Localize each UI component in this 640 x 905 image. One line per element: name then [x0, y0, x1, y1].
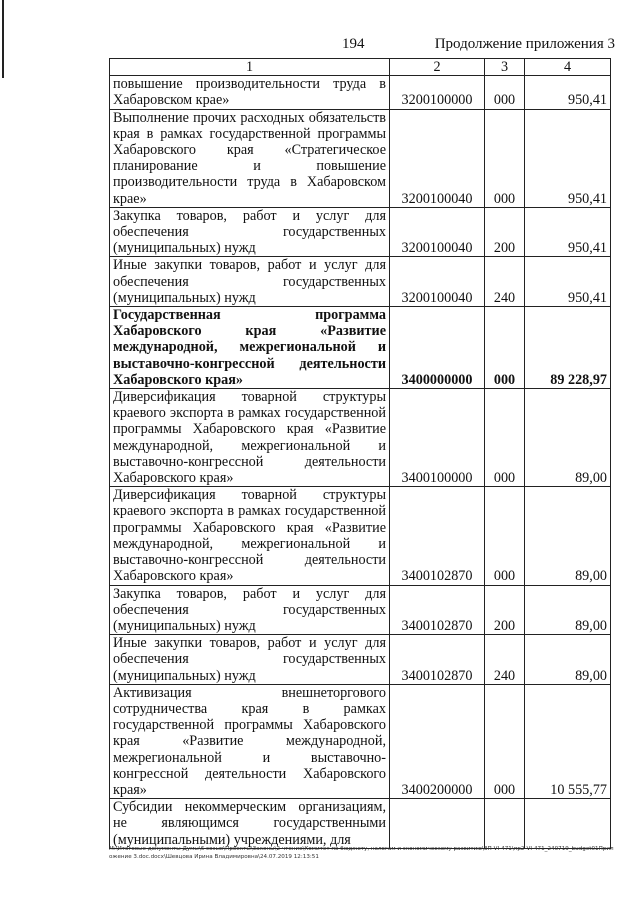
budget-table — [109, 58, 611, 849]
row-expense-type: 200 — [485, 207, 525, 257]
row-amount: 950,41 — [525, 76, 611, 109]
row-name: Иные закупки товаров, работ и услуг для обеспечения государственных (муниципальных) нужд — [110, 257, 390, 307]
row-expense-type: 000 — [485, 307, 525, 389]
row-name: Диверсификация товарной структуры краевого экспорта в рамках государственной программы Хабаровского края «Развитие международной, межрегиональной и выставочно-конгрессной деятельности Хабаровского края» — [110, 487, 390, 585]
table-row — [110, 799, 611, 849]
row-name: Закупка товаров, работ и услуг для обеспечения государственных (муниципальных) нужд — [110, 585, 390, 635]
table-row — [110, 257, 611, 307]
table-row — [110, 109, 611, 207]
column-header-3: 3 — [485, 59, 525, 76]
row-code: 3400100000 — [390, 389, 485, 487]
row-code: 3400102870 — [390, 635, 485, 685]
row-code: 3400102870 — [390, 487, 485, 585]
row-expense-type: 200 — [485, 585, 525, 635]
row-amount: 950,41 — [525, 109, 611, 207]
table-row — [110, 487, 611, 585]
row-name: Закупка товаров, работ и услуг для обеспечения государственных (муниципальных) нужд — [110, 207, 390, 257]
row-name: повышение производительности труда в Хабаровском крае» — [110, 76, 390, 109]
row-amount: 89,00 — [525, 487, 611, 585]
column-header-4: 4 — [525, 59, 611, 76]
continuation-label: Продолжение приложения 3 — [434, 36, 615, 52]
page-number: 194 — [342, 36, 365, 52]
row-expense-type: 000 — [485, 109, 525, 207]
row-code: 3200100000 — [390, 76, 485, 109]
row-expense-type: 240 — [485, 635, 525, 685]
row-name: Активизация внешнеторгового сотрудничества края в рамках государственной программы Хабаровского края «Развитие международной, межрегиональной и выставочно-конгрессной деятельности Хабаровского края» — [110, 684, 390, 798]
row-amount: 89 228,97 — [525, 307, 611, 389]
row-name: Субсидии некоммерческим организациям, не являющимся государственными (муниципальными) учреждениями, для — [110, 799, 390, 849]
table-row — [110, 389, 611, 487]
table-row — [110, 585, 611, 635]
table-row — [110, 684, 611, 798]
row-name: Иные закупки товаров, работ и услуг для обеспечения государственных (муниципальных) нужд — [110, 635, 390, 685]
table-row — [110, 76, 611, 109]
row-amount: 89,00 — [525, 585, 611, 635]
table-row — [110, 307, 611, 389]
table-header-row — [110, 59, 611, 76]
row-expense-type: 000 — [485, 76, 525, 109]
row-amount: 10 555,77 — [525, 684, 611, 798]
row-code: 3400200000 — [390, 684, 485, 798]
row-code: 3200100040 — [390, 257, 485, 307]
row-amount: 950,41 — [525, 207, 611, 257]
row-expense-type: 000 — [485, 684, 525, 798]
row-amount: 950,41 — [525, 257, 611, 307]
column-header-1: 1 — [110, 59, 390, 76]
document-path-footer: M:\Итоговые документы Думы\6 созыв\Проекты\Законы\2 чтение\Комитет по бюджету, налогам и экономическому развитию\ЗП-VI-471\пр2-VI-471_240719_budget01Приложение 3.doc.docx\Шевцова Ирина Владимировна\24.07.2019 12:13:51 — [109, 846, 614, 860]
binding-mark — [2, 0, 4, 78]
row-expense-type: 000 — [485, 389, 525, 487]
row-name: Диверсификация товарной структуры краевого экспорта в рамках государственной программы Хабаровского края «Развитие международной, межрегиональной и выставочно-конгрессной деятельности Хабаровского края» — [110, 389, 390, 487]
row-amount: 89,00 — [525, 635, 611, 685]
row-name: Государственная программа Хабаровского края «Развитие международной, межрегиональной и выставочно-конгрессной деятельности Хабаровского края» — [110, 307, 390, 389]
row-code — [390, 799, 485, 849]
row-code: 3400102870 — [390, 585, 485, 635]
column-header-2: 2 — [390, 59, 485, 76]
row-expense-type — [485, 799, 525, 849]
table-row — [110, 635, 611, 685]
table-row — [110, 207, 611, 257]
row-amount: 89,00 — [525, 389, 611, 487]
row-name: Выполнение прочих расходных обязательств края в рамках государственной программы Хабаровского края «Стратегическое планирование и повышение производительности труда в Хабаровском крае» — [110, 109, 390, 207]
row-code: 3400000000 — [390, 307, 485, 389]
row-code: 3200100040 — [390, 207, 485, 257]
row-amount — [525, 799, 611, 849]
row-code: 3200100040 — [390, 109, 485, 207]
row-expense-type: 000 — [485, 487, 525, 585]
row-expense-type: 240 — [485, 257, 525, 307]
